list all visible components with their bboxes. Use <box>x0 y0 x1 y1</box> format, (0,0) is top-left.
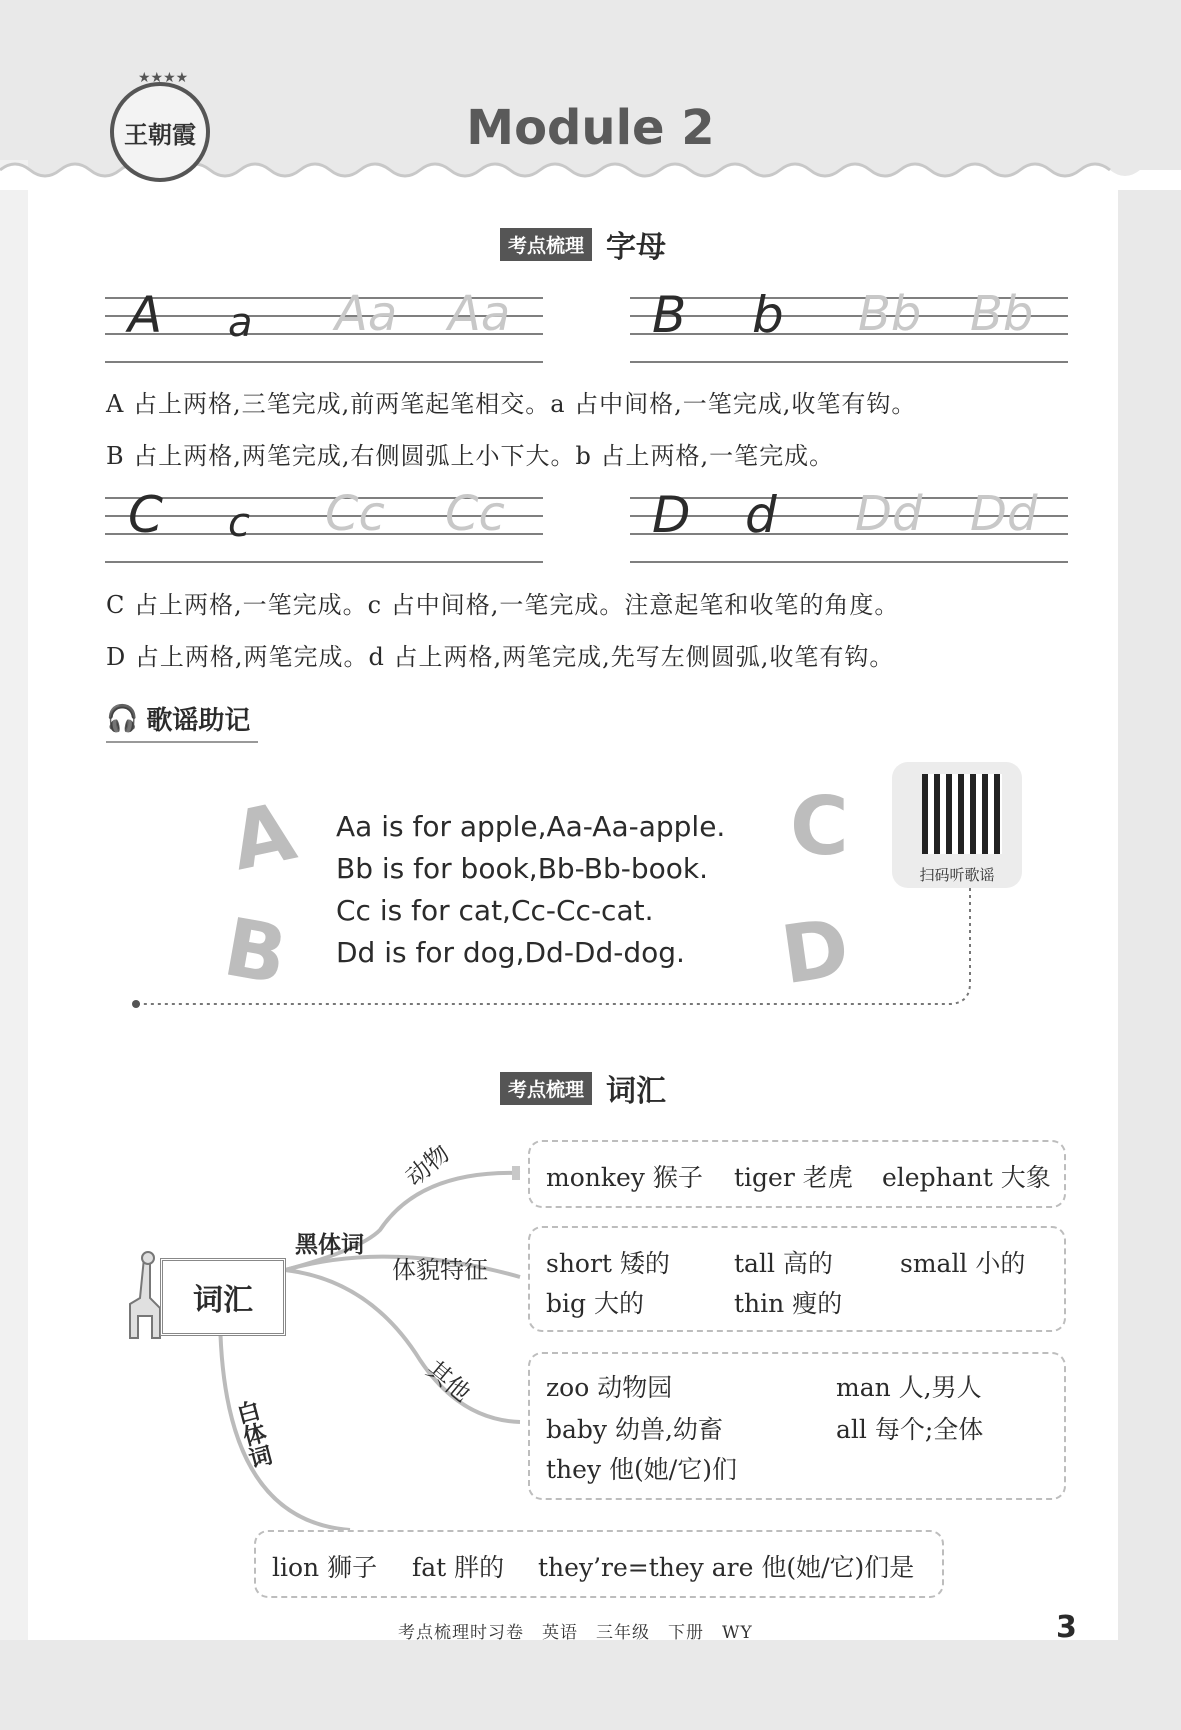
cartoon-letter-b-icon: B <box>217 900 294 1003</box>
glyph-d: d <box>745 486 777 544</box>
logo-text: 王朝霞 <box>124 119 196 149</box>
page-title: Module 2 <box>466 100 715 156</box>
rule-c: C 占上两格,一笔完成。c 占中间格,一笔完成。注意起笔和收笔的角度。 <box>106 591 900 619</box>
frame-bottom <box>0 1640 1181 1730</box>
category-label-appearance: 体貌特征 <box>392 1256 488 1284</box>
glyph-Aa-trace: Aa <box>335 286 398 342</box>
vocab-center-text: 词汇 <box>193 1283 253 1318</box>
category-label-other: 其他 <box>421 1355 476 1408</box>
glyph-a: a <box>228 300 253 346</box>
letters-heading <box>500 222 666 266</box>
bold-words-label: 黑体词 <box>295 1232 364 1258</box>
word-fat: fat 胖的 <box>412 1553 505 1582</box>
category-label-animals: 动物 <box>400 1139 455 1192</box>
cartoon-letter-a-icon: A <box>223 784 303 889</box>
song-line-1: Aa is for apple,Aa-Aa-apple. <box>336 810 726 843</box>
section-heading: 字母 <box>606 230 667 265</box>
vocab-tag: 考点梳理 <box>500 1072 592 1105</box>
word-thin: thin 瘦的 <box>734 1289 843 1318</box>
word-big: big 大的 <box>546 1289 644 1318</box>
glyph-Dd-trace: Dd <box>855 486 923 542</box>
footer-text: 考点梳理时习卷 英语 三年级 下册 WY <box>398 1623 753 1643</box>
qr-code-icon[interactable] <box>922 774 1002 854</box>
glyph-D: D <box>652 486 691 544</box>
word-theyre: they’re=they are 他(她/它)们是 <box>538 1553 915 1582</box>
logo-stars: ★★★★ <box>138 70 189 86</box>
glyph-Bb-trace-2: Bb <box>970 286 1034 342</box>
glyph-A: A <box>128 286 163 344</box>
song-line-4: Dd is for dog,Dd-Dd-dog. <box>336 936 685 969</box>
word-tiger: tiger 老虎 <box>734 1163 853 1192</box>
vocab-heading-text: 词汇 <box>606 1074 667 1109</box>
rule-b: B 占上两格,两笔完成,右侧圆弧上小下大。b 占上两格,一笔完成。 <box>106 442 835 470</box>
vocab-center-node <box>160 1258 286 1336</box>
rule-d: D 占上两格,两笔完成。d 占上两格,两笔完成,先写左侧圆弧,收笔有钩。 <box>106 643 895 671</box>
page-number: 3 <box>1056 1610 1077 1645</box>
word-elephant: elephant 大象 <box>882 1163 1051 1192</box>
glyph-Cc-trace: Cc <box>325 486 385 542</box>
song-heading-text: 歌谣助记 <box>146 706 251 736</box>
word-man: man 人,男人 <box>836 1373 982 1402</box>
song-line-2: Bb is for book,Bb-Bb-book. <box>336 852 709 885</box>
glyph-B: B <box>652 286 687 344</box>
song-heading <box>106 700 258 743</box>
section-tag: 考点梳理 <box>500 228 592 261</box>
glyph-Dd-trace-2: Dd <box>970 486 1038 542</box>
glyph-Bb-trace: Bb <box>858 286 922 342</box>
word-monkey: monkey 猴子 <box>546 1163 703 1192</box>
rule-a: A 占上两格,三笔完成,前两笔起笔相交。a 占中间格,一笔完成,收笔有钩。 <box>106 390 917 418</box>
glyph-Aa-trace-2: Aa <box>448 286 511 342</box>
word-lion: lion 狮子 <box>272 1553 378 1582</box>
qr-label: 扫码听歌谣 <box>919 866 995 884</box>
glyph-C: C <box>128 486 163 544</box>
song-dotted-border <box>130 888 980 1008</box>
cartoon-letter-c-icon: C <box>790 780 849 873</box>
word-they: they 他(她/它)们 <box>546 1455 737 1484</box>
word-all: all 每个;全体 <box>836 1415 984 1444</box>
white-words-label: 白体词 <box>230 1397 274 1472</box>
word-short: short 矮的 <box>546 1249 670 1278</box>
word-baby: baby 幼兽,幼畜 <box>546 1415 723 1444</box>
headphones-icon: 🎧 <box>106 703 139 734</box>
glyph-b: b <box>752 286 784 344</box>
cartoon-letter-d-icon: D <box>775 900 855 1003</box>
song-line-3: Cc is for cat,Cc-Cc-cat. <box>336 894 654 927</box>
glyph-Cc-trace-2: Cc <box>445 486 505 542</box>
word-small: small 小的 <box>900 1249 1026 1278</box>
word-tall: tall 高的 <box>734 1249 833 1278</box>
qr-card[interactable] <box>892 762 1022 888</box>
glyph-c: c <box>228 500 250 546</box>
word-zoo: zoo 动物园 <box>546 1373 673 1402</box>
